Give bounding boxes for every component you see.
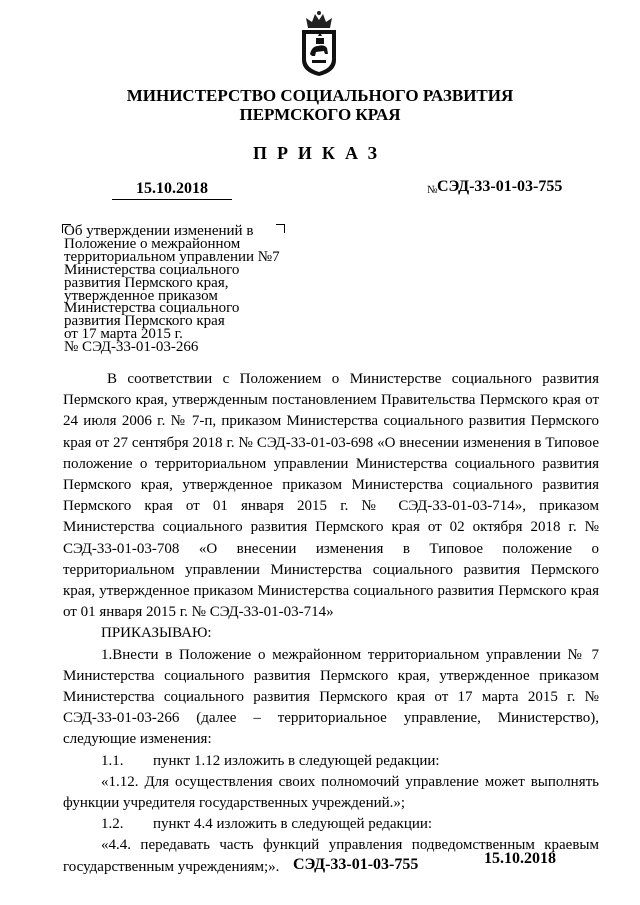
item-1-number: 1. [101,646,113,663]
subject-line: от 17 марта 2015 г. [64,326,183,343]
subject-line: Об утверждении изменений в [64,223,254,239]
item-1-text: Внести в Положение о межрайонном территориальном управлении № 7 Министерства социального развития Пермского края, утвержденное приказом Министерства социального развития Пермского края от 17 марта 2015 г. № СЭД-33-01-03-266 (далее – территориальное управление, Министерство), следующие изменения: [63,646,599,748]
item-1-2-number: 1.2. [101,816,124,833]
coat-of-arms-icon [294,10,344,78]
subject-line: Министерства социального [64,300,240,317]
ministry-name-line2: ПЕРМСКОГО КРАЯ [239,105,401,124]
document-body [63,369,599,878]
subject-line: Министерства социального [64,261,240,278]
ministry-name-line1: МИНИСТЕРСТВО СОЦИАЛЬНОГО РАЗВИТИЯ [126,86,514,105]
subject-line: развития Пермского края [64,313,225,330]
order-number-prefix: № [427,184,438,196]
item-1-2-text: пункт 4.4 изложить в следующей редакции: [153,816,433,833]
ministry-name [0,86,640,124]
item-1-2-quote: «4.4. передавать часть функций управления подведомственным краевым государственным учреждениям;». [63,837,599,875]
subject-line: развития Пермского края, [64,274,229,291]
footer-order-date: 15.10.2018 [484,850,556,867]
order-word: ПРИКАЗЫВАЮ: [101,625,212,642]
order-date: 15.10.2018 [112,180,232,200]
footer-order-number: СЭД-33-01-03-755 [293,856,419,873]
document-title: ПРИКАЗ [252,143,388,163]
subject-line: Положение о межрайонном [64,235,241,252]
subject-line: № СЭД-33-01-03-266 [64,339,199,356]
preamble-paragraph: В соответствии с Положением о Министерстве социального развития Пермского края, утвержденным постановлением Правительства Пермского края от 24 июля 2006 г. № 7-п, приказом Министерства социального развития Пермского края от 27 сентября 2018 г. № СЭД-33-01-03-698 «О внесении изменения в Типовое положение о территориальном управлении Министерства социального развития Пермского края, утвержденное приказом Министерства социального развития Пермского края от 01 января 2015 г. № СЭД-33-01-03-714», приказом Министерства социального развития Пермского края от 02 октября 2018 г. № СЭД-33-01-03-708 «О внесении изменения в Типовое положение о территориальном управлении Министерства социального развития Пермского края, утвержденное приказом Министерства социального развития Пермского края от 01 января 2015 г. № СЭД-33-01-03-714» [63,371,599,621]
item-1 [63,645,599,751]
item-1-1-number: 1.1. [101,752,124,769]
item-1-1-quote: «1.12. Для осуществления своих полномочий управление может выполнять функции учредителя государственных учреждений.»; [63,773,599,812]
subject-line: территориальном управлении №7 [64,248,280,265]
order-number: СЭД-33-01-03-755 [437,178,563,195]
subject-block [64,225,304,354]
subject-line: утвержденное приказом [64,287,218,304]
item-1-2 [63,814,599,835]
item-1-1-text: пункт 1.12 изложить в следующей редакции: [153,752,440,769]
item-1-1 [63,751,599,772]
